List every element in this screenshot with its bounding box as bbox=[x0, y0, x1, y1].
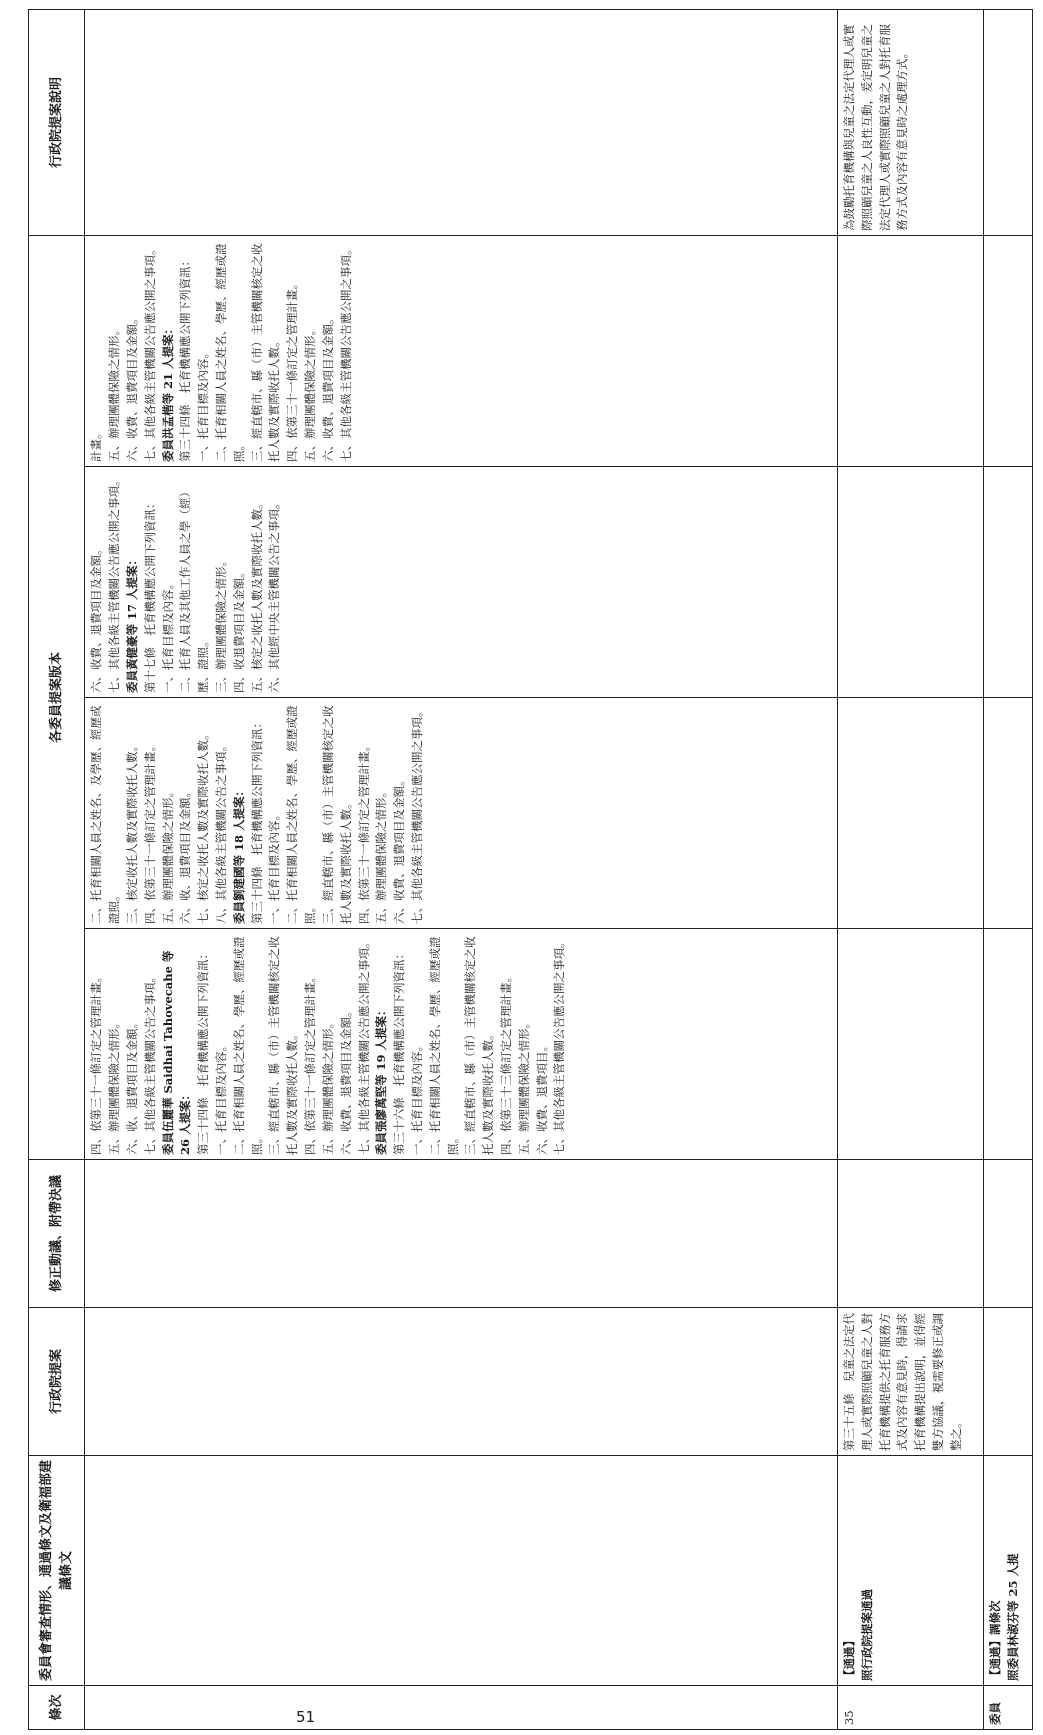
cell-member-version-4 bbox=[85, 235, 838, 466]
cell-committee-result bbox=[984, 1456, 1033, 1686]
header-row bbox=[29, 9, 85, 1729]
cell-member-version-4 bbox=[984, 235, 1033, 466]
cell-member-version-4 bbox=[838, 235, 984, 466]
member-version-intro: 計畫。 五、辦理團體保險之情形。 六、收費、退費項目及金額。 七、其他各級主管機關公告應公開之事項。 bbox=[89, 243, 157, 462]
proposal-body: 第十七條 托育機構應公開下列資訊： 一、托育目標及內容。 二、托育人員及其他工作人員之學（經）歷、證照。 三、辦理團體保險之情形。 四、收退費項目及金額。 五、核定之收托人數及實際收托人數。 六、其他經中央主管機關公告之事項。 bbox=[142, 486, 282, 693]
cell-amendment bbox=[85, 1160, 838, 1308]
cell-article-no bbox=[85, 1686, 838, 1730]
cell-amendment bbox=[984, 1160, 1033, 1308]
cell-member-version-2 bbox=[85, 698, 838, 929]
cell-article-no: 35 bbox=[838, 1686, 984, 1730]
proposal-body: 第三十六條 托育機構應公開下列資訊： 一、托育目標及內容。 二、托育相關人員之姓名、學歷、經歷或證照。 三、經直轄市、縣（市）主管機關核定之收托人數及實際收托人數。 四、依第三十三條訂定之管理計畫。 五、辦理團體保險之情形。 六、收費、退費項目。 七、其他各級主管機關公告應公開之事項。 bbox=[392, 936, 567, 1155]
cell-member-version-2 bbox=[984, 698, 1033, 929]
cell-member-version-1 bbox=[984, 929, 1033, 1160]
header-executive-explanation: 行政院提案說明 bbox=[29, 9, 85, 235]
cell-executive-proposal bbox=[984, 1308, 1033, 1456]
page-number: 51 bbox=[296, 1708, 316, 1726]
table-row bbox=[838, 9, 984, 1729]
cell-member-version-1 bbox=[838, 929, 984, 1160]
cell-committee-result bbox=[85, 1456, 838, 1686]
proposal-title: 委員黃健豪等 17 人提案： bbox=[124, 553, 139, 693]
cell-member-version-2 bbox=[838, 698, 984, 929]
proposal-title: 委員劉建國等 18 人提案： bbox=[231, 784, 246, 924]
rotated-document-page bbox=[28, 10, 1033, 1730]
header-executive-proposal: 行政院提案 bbox=[29, 1308, 85, 1456]
proposal-title: 委員張廖萬堅等 19 人提案： bbox=[374, 1004, 389, 1155]
cell-executive-explanation: 為鼓勵托育機構與兒童之法定代理人或實際照顧兒童之人良性互動，爰定明兒童之法定代理人或實際照顧兒童之人對托育服務方式及內容有意見時之處理方式。 bbox=[838, 9, 984, 235]
cell-member-version-3 bbox=[838, 467, 984, 698]
cell-member-version-3 bbox=[984, 467, 1033, 698]
status-tag: 【通過】 bbox=[842, 1635, 857, 1681]
proposal-body: 第三十四條 托育機構應公開下列資訊： 一、托育目標及內容。 二、托育相關人員之姓名、學歷、經歷或證照。 三、經直轄市、縣（市）主管機關核定之收托人數及實際收托人數。 四、依第三十一條訂定之管理計畫。 五、辦理團體保險之情形。 六、收費、退費項目及金額。 七、其他各級主管機關公告應公開之事項。 bbox=[178, 243, 353, 462]
cell-committee-result bbox=[838, 1456, 984, 1686]
header-article-no: 條次 bbox=[29, 1686, 85, 1730]
table-row bbox=[85, 9, 838, 1729]
committee-decision: 照行政院提案通過 bbox=[859, 1589, 874, 1681]
proposal-title: 委員伍麗華 Saidhai Tahovecahe 等 26 人提案： bbox=[160, 950, 193, 1155]
committee-decision-detail: 照委員林淑芬等 25 人提 bbox=[1006, 1553, 1021, 1681]
header-amendment: 修正動議、附帶決議 bbox=[29, 1160, 85, 1308]
proposal-body: 第三十四條 托育機構應公開下列資訊： 一、托育目標及內容。 二、托育相關人員之姓名、學歷、經歷或證照。 三、經直轄市、縣（市）主管機關核定之收托人數及實際收托人數。 四、依第三十一條訂定之管理計畫。 五、辦理團體保險之情形。 六、收費、退費項目及金額。 七、其他各級主管機關公告應公開之事項。 bbox=[196, 936, 371, 1155]
status-tag: 【通過】 bbox=[988, 1635, 1003, 1681]
cell-member-version-3 bbox=[85, 467, 838, 698]
cell-executive-explanation bbox=[85, 9, 838, 235]
table-row bbox=[984, 9, 1033, 1729]
comparison-table bbox=[28, 9, 1033, 1730]
member-version-intro: 二、托育相關人員之姓名、及學歷、經歷或證照。 三、核定收托人數及實際收托人數。 四、依第三十一條訂定之管理計畫。 五、辦理團體保險之情形。 六、收、退費項目及金額。 七、核定之收托人數及實際收托人數。 八、其他各級主管機關公告之事項。 bbox=[89, 705, 228, 924]
cell-member-version-1 bbox=[85, 929, 838, 1160]
member-version-intro: 六、收費、退費項目及金額。 七、其他各級主管機關公告應公開之事項。 bbox=[89, 474, 122, 693]
member-version-intro: 四、依第三十一條訂定之管理計畫。 五、辦理團體保險之情形。 六、收、退費項目及金額。 七、其他各級主管機關公告之事項。 bbox=[89, 971, 157, 1155]
cell-executive-proposal: 第三十五條 兒童之法定代理人或實際照顧兒童之人對托育機構提供之托育服務方式及內容有意見時，得請求托育機構提出說明，並得經雙方協議，視需要修正或調整之。 bbox=[838, 1308, 984, 1456]
committee-decision: 調條次 bbox=[988, 1600, 1003, 1635]
cell-executive-proposal bbox=[85, 1308, 838, 1456]
header-member-versions: 各委員提案版本 bbox=[29, 235, 85, 1159]
cell-amendment bbox=[838, 1160, 984, 1308]
cell-article-no: 委員 bbox=[984, 1686, 1033, 1730]
proposal-body: 第三十四條 托育機構應公開下列資訊： 一、托育目標及內容。 二、托育相關人員之姓名、學歷、經歷或證照。 三、經直轄市、縣（市）主管機關核定之收托人數及實際收托人數。 四、依第三十一條訂定之管理計畫。 五、辦理團體保險之情形。 六、收費、退費項目及金額。 七、其他各級主管機關公告應公開之事項。 bbox=[249, 705, 424, 924]
cell-executive-explanation bbox=[984, 9, 1033, 235]
header-committee-result: 委員會審查情形、通過條文及衛福部建議條文 bbox=[29, 1456, 85, 1686]
proposal-title: 委員洪孟楷等 21 人提案： bbox=[160, 322, 175, 462]
